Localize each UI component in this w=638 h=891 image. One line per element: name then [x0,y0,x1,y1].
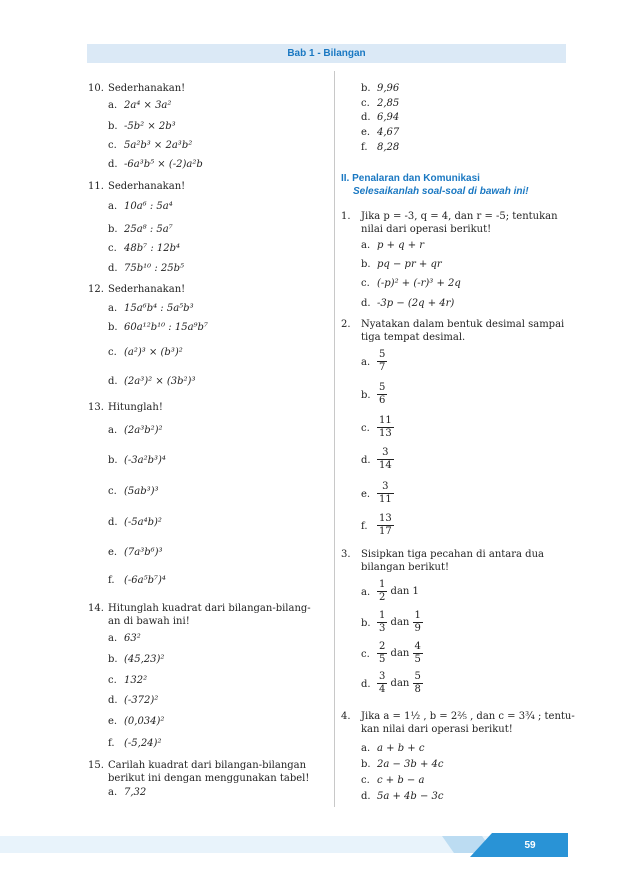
item-letter: c. [361,423,370,434]
item-expression: (45,23)² [124,654,165,665]
question-number: 3. [341,549,351,560]
question-number: 2. [341,319,351,330]
numerator: 4 [414,641,421,652]
question-text: Sederhanakan! [108,284,186,295]
item-letter: b. [108,121,118,132]
column-divider [334,71,335,807]
item-letter: e. [108,547,118,558]
item-letter: d. [108,695,118,706]
denominator: 5 [414,654,421,665]
item-expression: -5b² × 2b³ [124,121,176,132]
question-number: 15. [88,760,104,771]
question-number: 4. [341,711,351,722]
question [88,603,324,629]
item-letter: f. [361,142,368,153]
fraction [377,513,394,538]
item-expression: 2,85 [377,98,400,109]
item-expression [377,349,387,374]
numerator: 2 [379,641,386,652]
item-letter: d. [108,517,118,528]
item-letter: d. [361,679,371,690]
item-letter: d. [361,298,371,309]
item-letter: b. [108,455,118,466]
question-number: 11. [88,181,104,192]
item-letter: e. [361,489,371,500]
item-letter: a. [361,587,371,598]
item-letter: c. [108,243,117,254]
denominator: 6 [379,395,386,406]
item-expression: 8,28 [377,142,400,153]
question-text: Sederhanakan! [108,181,186,192]
item-letter: b. [361,759,371,770]
denominator: 11 [379,494,392,505]
item-letter: b. [361,390,371,401]
item-expression [377,671,423,696]
item-expression: 6,94 [377,112,400,123]
question-number: 10. [88,83,104,94]
item-letter: c. [361,278,370,289]
denominator: 17 [379,526,392,537]
item-expression: (-5a⁴b)² [124,517,162,528]
item-letter: b. [108,654,118,665]
numerator: 3 [377,447,394,460]
footer-stripe [0,836,520,853]
item-letter: a. [108,100,118,111]
question-4 [341,711,577,741]
numerator: 3 [377,481,394,494]
denominator: 5 [379,654,386,665]
denominator: 3 [379,623,386,634]
numerator: 5 [379,382,386,393]
item-expression: (5ab³)³ [124,486,159,497]
item-letter: a. [361,743,371,754]
item-letter: a. [361,357,371,368]
item-letter: a. [108,787,118,798]
item-letter: d. [361,455,371,466]
item-letter: a. [361,240,371,251]
fraction [377,447,394,472]
item-expression: 15a⁶b⁴ : 5a⁵b³ [124,303,194,314]
item-expression: (-p)² + (-r)³ + 2q [377,278,461,289]
question-text: Nyatakan dalam bentuk desimal sampai tiga tempat desimal. [361,319,565,343]
item-expression: 9,96 [377,83,400,94]
question-2 [341,319,577,349]
item-letter: a. [108,201,118,212]
numerator: 11 [379,415,392,426]
numerator: 1 [379,610,386,621]
item-expression: 63² [124,633,141,644]
item-expression: p + q + r [377,240,425,251]
denominator: 14 [379,460,392,471]
item-letter: c. [108,675,117,686]
item-letter: c. [108,140,117,151]
item-expression [377,481,394,506]
chapter-title: Bab 1 - Bilangan [287,48,366,59]
item-expression: 75b¹⁰ : 25b⁵ [124,263,185,274]
question-number: 1. [341,211,351,222]
item-expression: 2a − 3b + 4c [377,759,444,770]
question-number: 12. [88,284,104,295]
item-letter: c. [108,486,117,497]
item-expression: -6a³b⁵ × (-2)a²b [124,159,203,170]
item-expression: (-6a⁵b⁷)⁴ [124,575,166,586]
conjunction: dan 1 [387,586,419,597]
item-letter: c. [361,775,370,786]
item-expression: (2a³b²)² [124,425,163,436]
question-number: 14. [88,603,104,614]
numerator: 5 [414,671,421,682]
conjunction: dan [387,648,413,659]
item-expression [377,382,387,407]
item-expression: a + b + c [377,743,425,754]
item-letter: a. [108,425,118,436]
fraction [413,610,423,635]
numerator: 3 [379,671,386,682]
item-expression [377,579,419,604]
item-expression: 7,32 [124,787,147,798]
question-text: Jika a = 1½ , b = 2⅖ , dan c = 3¾ ; tentu-kan nilai dari operasi berikut! [361,711,575,735]
item-expression: (7a³b⁶)³ [124,547,163,558]
numerator: 5 [379,349,386,360]
denominator: 4 [379,684,386,695]
item-expression: 132² [124,675,148,686]
item-letter: e. [108,716,118,727]
question-1 [341,211,577,241]
item-expression: (2a³)² × (3b²)³ [124,376,196,387]
item-letter: d. [361,791,371,802]
item-letter: a. [108,633,118,644]
item-letter: a. [108,303,118,314]
question-text: Hitunglah! [108,402,163,413]
question-text: Hitunglah kuadrat dari bilangan-bilang-an di bawah ini! [108,603,311,627]
item-expression [377,513,394,538]
item-expression: c + b − a [377,775,425,786]
numerator: 1 [379,579,386,590]
item-expression [377,447,394,472]
numerator: 1 [414,610,421,621]
fraction [413,671,423,696]
item-letter: f. [108,738,115,749]
question-text: Sederhanakan! [108,83,186,94]
fraction [377,641,387,666]
question [88,760,324,786]
item-letter: b. [108,322,118,333]
chapter-header [87,44,566,63]
item-expression: 5a²b³ × 2a³b² [124,140,193,151]
item-letter: f. [361,521,368,532]
section-instruction: Selesaikanlah soal-soal di bawah ini! [353,186,529,197]
fraction [377,579,387,604]
denominator: 9 [414,623,421,634]
item-expression: 5a + 4b − 3c [377,791,444,802]
item-letter: b. [108,224,118,235]
numerator: 13 [379,513,392,524]
item-expression: (a²)³ × (b³)² [124,347,183,358]
item-expression: (-3a²b³)⁴ [124,455,166,466]
page-number: 59 [524,839,536,851]
question-text: Carilah kuadrat dari bilangan-bilangan berikut ini dengan menggunakan tabel! [108,760,310,784]
item-expression [377,415,394,440]
denominator: 8 [414,684,421,695]
item-letter: e. [361,127,371,138]
section-heading: II. Penalaran dan Komunikasi [341,173,480,184]
conjunction: dan [387,678,413,689]
item-letter: b. [361,618,371,629]
item-expression: (0,034)² [124,716,165,727]
item-letter: c. [361,649,370,660]
item-expression [377,641,423,666]
item-expression: 10a⁶ : 5a⁴ [124,201,173,212]
item-letter: d. [361,112,371,123]
item-expression: 2a⁴ × 3a² [124,100,172,111]
denominator: 13 [379,428,392,439]
question-text: Jika p = -3, q = 4, dan r = -5; tentukan nilai dari operasi berikut! [361,211,558,235]
item-expression: (-372)² [124,695,159,706]
item-expression: -3p − (2q + 4r) [377,298,455,309]
denominator: 2 [379,592,386,603]
fraction [377,671,387,696]
item-letter: b. [361,259,371,270]
question-number: 13. [88,402,104,413]
item-letter: d. [108,263,118,274]
fraction [377,610,387,635]
item-expression: 60a¹²b¹⁰ : 15a⁹b⁷ [124,322,208,333]
fraction [377,415,394,440]
fraction [413,641,423,666]
item-letter: b. [361,83,371,94]
page-number-badge [492,833,568,857]
question-text: Sisipkan tiga pecahan di antara dua bilangan berikut! [361,549,544,573]
item-expression: 25a⁸ : 5a⁷ [124,224,173,235]
item-expression: 4,67 [377,127,400,138]
item-expression [377,610,423,635]
conjunction: dan [387,617,413,628]
item-expression: pq − pr + qr [377,259,442,270]
fraction [377,349,387,374]
fraction [377,481,394,506]
item-expression: (-5,24)² [124,738,162,749]
item-letter: c. [361,98,370,109]
fraction [377,382,387,407]
item-expression: 48b⁷ : 12b⁴ [124,243,180,254]
item-letter: d. [108,376,118,387]
item-letter: d. [108,159,118,170]
question-3 [341,549,577,579]
item-letter: c. [108,347,117,358]
item-letter: f. [108,575,115,586]
page-badge-corner [470,833,492,857]
denominator: 7 [379,362,386,373]
